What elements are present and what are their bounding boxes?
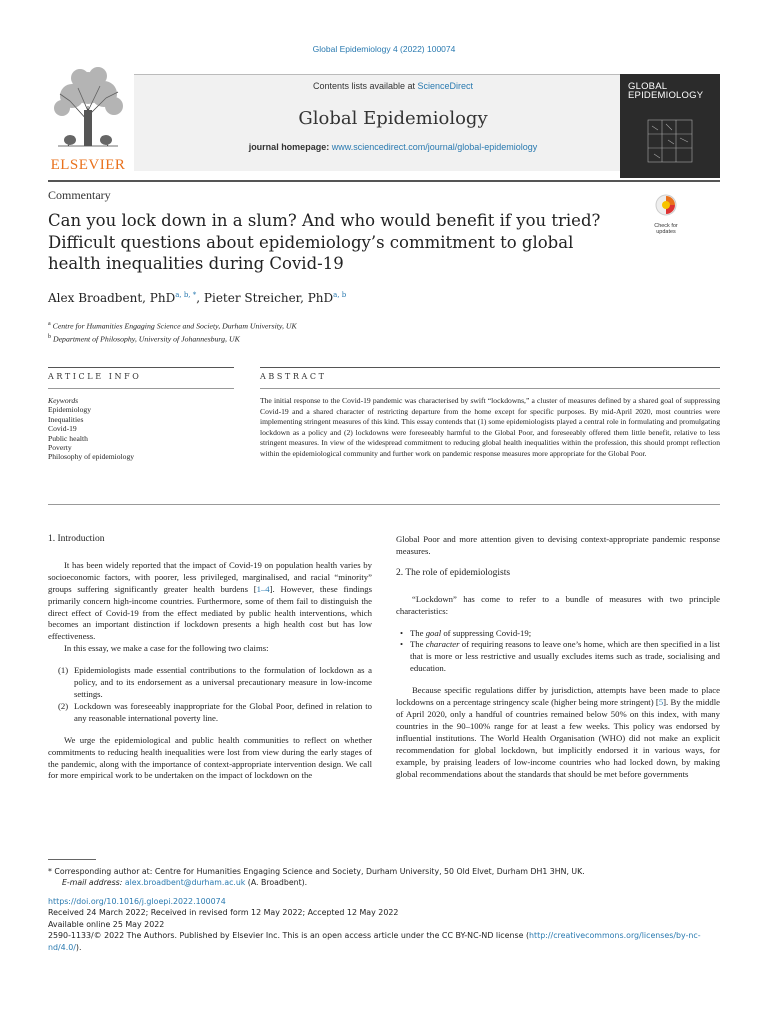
list-item	[396, 628, 720, 640]
elsevier-tree-icon	[48, 66, 128, 152]
journal-header	[48, 66, 720, 176]
keyword: Inequalities	[48, 414, 84, 424]
email-line	[48, 877, 720, 888]
paragraph: In this essay, we make a case for the following two claims:	[64, 643, 269, 654]
check-updates-label	[648, 223, 684, 235]
citation-link[interactable]: 1–4	[256, 583, 270, 594]
affiliation-text: Department of Philosophy, University of Johannesburg, UK	[52, 334, 240, 344]
footnote-rule	[48, 859, 96, 860]
bullet-icon: •	[400, 639, 404, 650]
affiliation	[48, 332, 297, 345]
list-text: Epidemiologists made essential contributions to the formulation of lockdown as a policy, and to its endorsement as a universal precautionary measure in low-income settings.	[74, 665, 372, 699]
paragraph	[396, 685, 720, 780]
left-column	[48, 534, 372, 782]
author-name[interactable]: Pieter Streicher, PhD	[203, 291, 334, 305]
paragraph: Global Poor and more attention given to devising context-appropriate pandemic response measures.	[396, 534, 720, 556]
cover-title-line2: EPIDEMIOLOGY	[628, 90, 704, 101]
keyword: Poverty	[48, 443, 72, 453]
list-text: Lockdown was foreseeably inappropriate for the Global Poor, defined in relation to any reasonable international poverty line.	[74, 700, 372, 723]
check-updates-line1: Check for	[654, 223, 678, 229]
author-affiliation-marks[interactable]: a, b	[333, 291, 347, 299]
journal-banner	[134, 74, 652, 171]
article-title: Can you lock down in a slum? And who would benefit if you tried? Difficult questions about epidemiology’s commitment to global health inequalities during Covid-19	[48, 211, 601, 273]
keyword: Philosophy of epidemiology	[48, 452, 135, 462]
article-info-heading: ARTICLE INFO	[48, 372, 142, 381]
paragraph: We urge the epidemiological and public health communities to reflect on whether commitments to reducing health inequalities were lost from view during the early stages of the pandemic, along with the importance of context-appropriate intervention design. We call for more empirical work to be undertaken on the impact of lockdown on the	[48, 734, 372, 781]
author-name[interactable]: Alex Broadbent, PhD	[48, 291, 176, 305]
list-number: (2)	[58, 700, 69, 711]
paragraph: “Lockdown” has come to refer to a bundle of measures with two principle characteristics:	[396, 593, 720, 616]
abstract-bottom-rule	[48, 504, 720, 505]
footnote-text: Corresponding author at: Centre for Humanities Engaging Science and Society, Durham University, 50 Old Elvet, Durham DH1 3HN, UK.	[54, 867, 585, 876]
affiliation-text: Centre for Humanities Engaging Science and Society, Durham University, UK	[52, 321, 297, 331]
claims-list	[48, 665, 372, 725]
paragraph-text: ]. However, these findings primarily concern high-income countries. Furthermore, some of them fail to distinguish the direct effect of Covid-19 from the effect mediated by public health interventions, which becomes an important distinction if lockdown presents a high health cost but has low effectiveness.	[48, 583, 372, 642]
abstract-subrule	[260, 388, 720, 389]
citation-link[interactable]: 5	[658, 697, 664, 708]
footnote-line	[48, 866, 720, 877]
keywords-heading: Keywords	[48, 396, 79, 405]
list-item	[48, 665, 372, 701]
article-type: Commentary	[48, 188, 111, 202]
email-link[interactable]: alex.broadbent@durham.ac.uk	[124, 878, 246, 887]
article-info-subrule	[48, 388, 234, 389]
characteristics-list	[396, 628, 720, 676]
license-line	[48, 930, 728, 953]
affiliation-mark: b	[48, 333, 51, 340]
cover-title	[620, 74, 720, 100]
paragraph-text: Because specific regulations differ by jurisdiction, attempts have been made to place lockdowns on a percentage stringency scale (higher being more stringent) [	[396, 685, 720, 708]
license-text: ).	[75, 942, 82, 952]
list-text: The	[410, 627, 426, 638]
publisher-name: ELSEVIER	[50, 157, 126, 173]
email-suffix: (A. Broadbent).	[245, 878, 308, 887]
list-text: of requiring reasons to leave one’s home, which are then specified in a list that is more or less restrictive and usually excludes items such as trade, socialising and education.	[410, 639, 720, 674]
right-column	[396, 534, 720, 780]
journal-reference[interactable]: Global Epidemiology 4 (2022) 100074	[312, 44, 456, 54]
section-heading: 2. The role of epidemiologists	[396, 567, 511, 578]
author-affiliation-marks[interactable]: a, b, *	[175, 291, 197, 299]
abstract-heading: ABSTRACT	[260, 372, 327, 381]
list-text: The	[410, 639, 426, 650]
bullet-icon: •	[400, 627, 404, 638]
list-emphasis: goal	[425, 627, 442, 638]
list-item	[396, 639, 720, 675]
header-divider	[48, 180, 720, 182]
doi-link[interactable]: https://doi.org/10.1016/j.gloepi.2022.100074	[48, 897, 226, 906]
list-emphasis: character	[425, 639, 460, 650]
sciencedirect-link[interactable]: ScienceDirect	[417, 81, 474, 91]
keyword: Epidemiology	[48, 405, 92, 415]
elsevier-logo	[48, 66, 128, 173]
contents-line	[134, 81, 652, 91]
journal-cover[interactable]	[620, 74, 720, 178]
author-separator: ,	[196, 291, 204, 305]
corresponding-author-footnote	[48, 866, 720, 888]
available-online: Available online 25 May 2022	[48, 919, 165, 929]
list-number: (1)	[58, 665, 69, 676]
keywords-block	[48, 396, 134, 462]
received-dates: Received 24 March 2022; Received in revised form 12 May 2022; Accepted 12 May 2022	[48, 908, 399, 918]
affiliation	[48, 319, 297, 332]
check-updates-icon	[655, 194, 677, 218]
list-text: of suppressing Covid-19;	[441, 627, 532, 638]
check-for-updates-badge[interactable]	[648, 194, 684, 234]
paragraph-text: It has been widely reported that the impact of Covid-19 on population health varies by socioeconomic factors, with poorer, less privileged, marginalised, and racial “minority” groups suffering significantly greater health burdens [	[48, 559, 372, 594]
email-label: E-mail address:	[62, 878, 123, 887]
author-list	[48, 291, 346, 305]
footnote-mark: *	[48, 867, 52, 876]
article-metadata	[48, 896, 728, 953]
affiliation-mark: a	[48, 321, 51, 327]
license-text: 2590-1133/© 2022 The Authors. Published by Elsevier Inc. This is an open access article under the CC BY-NC-ND license (	[48, 931, 530, 941]
abstract-rule	[260, 367, 720, 368]
abstract-text: The initial response to the Covid-19 pandemic was characterised by swift “lockdowns,” a cluster of measures defined by a shared goal of suppressing Covid-19 and a shared character of restricting departure from the home except for specific purposes. By mid-April 2020, most countries were implementing stringent measures of this kind. This essay contends that (1) some epidemiologists played a central role in formulating and promulgating lockdown as a policy and (2) lockdowns were foreseeably harmful to the Global Poor, and foreseeably offered them little benefit, relative to less stringent measures. In view of the widespread commitment to reducing global health inequalities within the profession, this should prompt reflection within the epidemiological community and further work on pandemic response measures more appropriate for the Global Poor.	[260, 396, 720, 458]
journal-title: Global Epidemiology	[298, 108, 488, 129]
contents-prefix: Contents lists available at	[312, 81, 418, 91]
list-item	[48, 701, 372, 725]
paragraph-text: ]. By the middle of April 2020, only a handful of countries remained below 50% on this index, with many countries in the 90–100% range for at least a few weeks. This policy was endorsed by influential institutions. The World Health Organisation (WHO) did not make an explicit recommendation for global lockdown, but implicitly endorsed it in various ways, for example, by praising leaders of low-income countries who had locked down, by making global recommendations about the standards that should be met before governments	[396, 697, 721, 779]
cover-title-line1: GLOBAL	[628, 81, 668, 92]
affiliations	[48, 319, 297, 344]
article-info-rule	[48, 367, 234, 368]
license-link[interactable]: http://creativecommons.org/licenses/by-nc-nd/4.0/	[48, 931, 701, 952]
homepage-line	[134, 142, 652, 152]
homepage-link[interactable]: www.sciencedirect.com/journal/global-epidemiology	[331, 142, 538, 152]
cover-grid-icon	[646, 118, 694, 164]
keyword: Public health	[48, 433, 88, 443]
section-heading: 1. Introduction	[48, 534, 105, 544]
keyword: Covid-19	[48, 424, 77, 434]
homepage-label: journal homepage:	[248, 142, 332, 152]
paragraph	[48, 560, 372, 643]
check-updates-line2: updates	[656, 229, 676, 235]
